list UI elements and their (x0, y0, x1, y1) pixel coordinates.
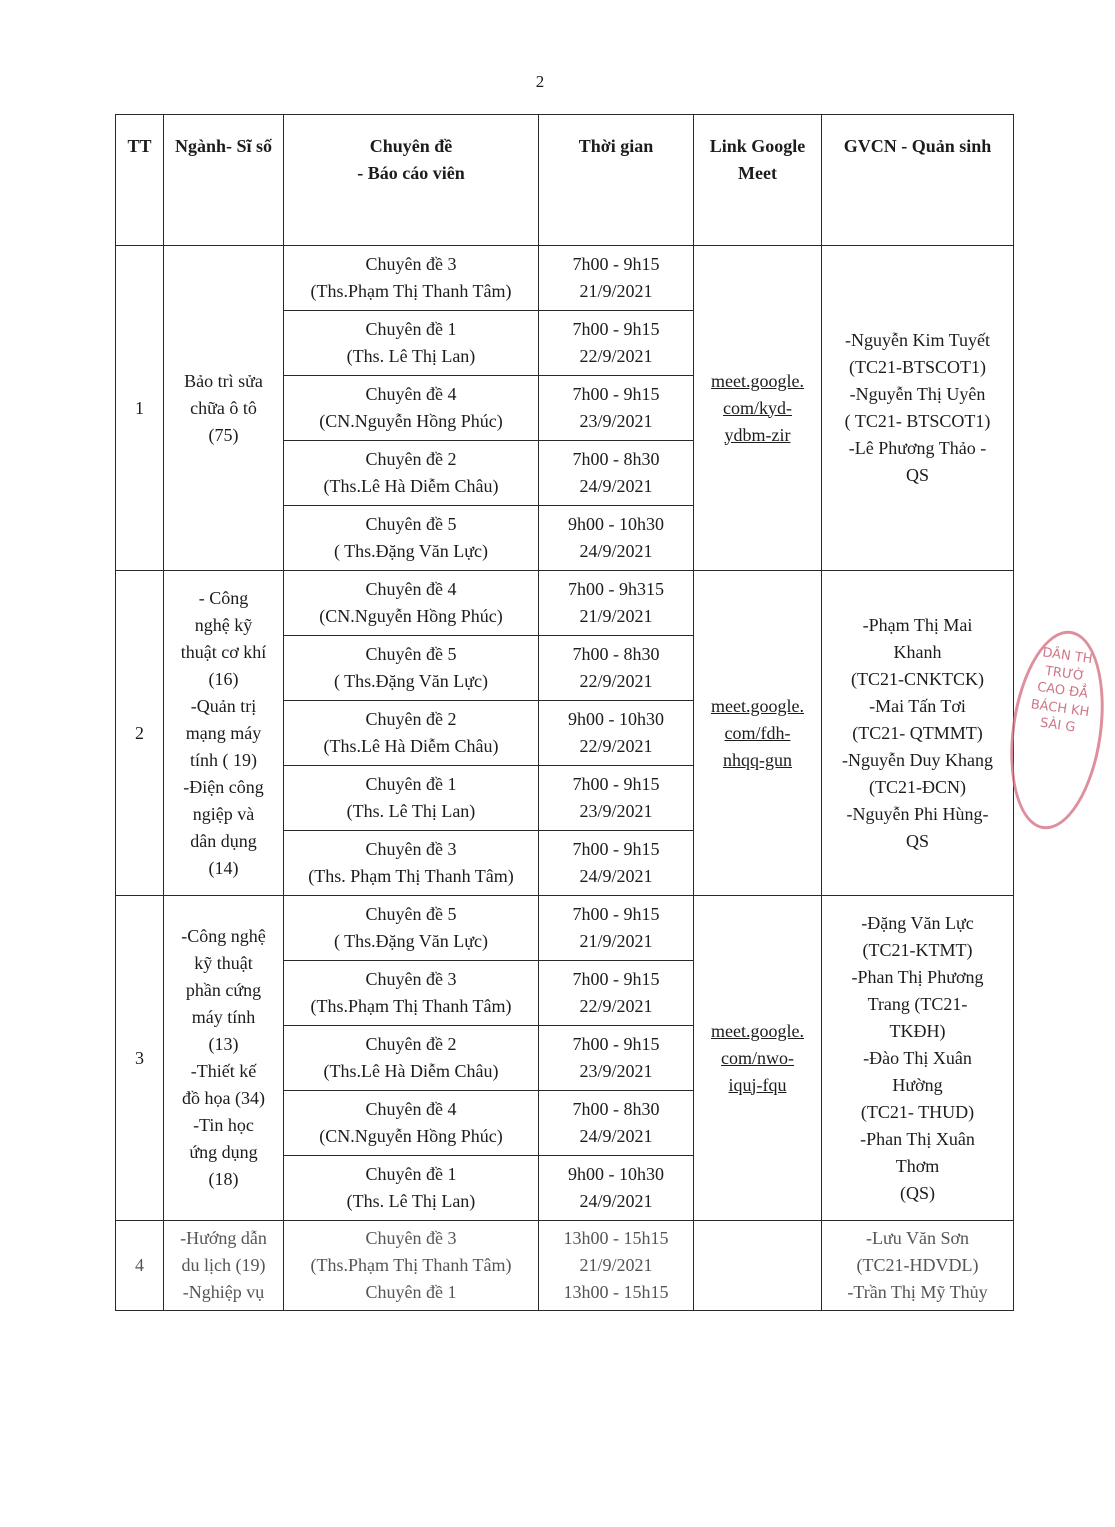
table-row (116, 896, 1014, 961)
gvcn-line: -Lưu Văn Sơn (866, 1228, 969, 1248)
session-date: 22/9/2021 (579, 671, 653, 691)
session-time: 9h00 - 10h30 (568, 514, 664, 534)
major-line: mạng máy (185, 722, 262, 743)
table-row (116, 246, 1014, 311)
session-time: 7h00 - 9h15 (572, 839, 660, 859)
time-cell (539, 831, 694, 896)
stamp-text: SÀI G (1039, 715, 1077, 736)
session-time: 7h00 - 8h30 (572, 644, 660, 664)
time-cell (539, 441, 694, 506)
topic-title: Chuyên đề 1 (365, 774, 457, 794)
topic-title: Chuyên đề 3 (365, 969, 457, 989)
time-cell (539, 636, 694, 701)
gvcn-cell (822, 896, 1014, 1221)
time-cell (539, 766, 694, 831)
meet-link-cell (694, 246, 822, 571)
group-number: 4 (116, 1221, 164, 1311)
gvcn-line: (TC21-BTSCOT1) (849, 357, 986, 377)
session-date: 24/9/2021 (579, 476, 653, 496)
topic-speaker: (Ths.Lê Hà Diễm Châu) (323, 1061, 499, 1081)
topic-title: Chuyên đề 5 (365, 514, 457, 534)
major-line: -Nghiệp vụ (182, 1282, 265, 1302)
time-cell (539, 376, 694, 441)
topic-speaker: (CN.Nguyễn Hồng Phúc) (319, 1126, 503, 1146)
topic-title: Chuyên đề 3 (365, 839, 457, 859)
session-date: 21/9/2021 (579, 606, 653, 626)
gvcn-line: (TC21-ĐCN) (869, 776, 966, 797)
session-time: 7h00 - 9h315 (568, 579, 664, 599)
major-line: tính ( 19) (190, 749, 257, 770)
header-tt: TT (116, 115, 164, 246)
topic-speaker: ( Ths.Đặng Văn Lực) (333, 931, 489, 951)
gvcn-cell (822, 1221, 1014, 1311)
group-number: 3 (116, 896, 164, 1221)
topic-title: Chuyên đề 4 (365, 384, 457, 404)
major-line: nghệ kỹ (194, 614, 253, 635)
topic-cell (284, 441, 539, 506)
gvcn-line: QS (905, 830, 929, 851)
major-line: ngiệp và (192, 803, 255, 824)
session-time: 7h00 - 9h15 (572, 319, 660, 339)
gvcn-line: -Phan Thị Xuân (860, 1128, 975, 1149)
gvcn-line: -Đặng Văn Lực (861, 912, 974, 933)
meet-link-line: com/fdh- (724, 722, 791, 743)
session-time: 7h00 - 9h15 (572, 774, 660, 794)
topic-line: Chuyên đề 1 (365, 1282, 457, 1302)
gvcn-line: (TC21-CNKTCK) (851, 668, 984, 689)
major-cell (164, 896, 284, 1221)
stamp-text: TRƯỜ (1044, 663, 1086, 684)
topic-cell (284, 311, 539, 376)
gvcn-line: QS (905, 465, 929, 485)
meet-link[interactable] (698, 1018, 817, 1099)
stamp-text: BÁCH KH (1029, 696, 1091, 720)
major-line: Bảo trì sửa (184, 370, 263, 391)
gvcn-line: Khanh (893, 641, 942, 662)
session-time: 7h00 - 9h15 (572, 969, 660, 989)
table-row-partial (116, 1221, 1014, 1311)
major-line: (75) (208, 424, 239, 445)
header-topic (284, 115, 539, 246)
session-date: 22/9/2021 (579, 346, 653, 366)
topic-speaker: (Ths. Lê Thị Lan) (346, 1191, 476, 1211)
session-time: 7h00 - 9h15 (572, 384, 660, 404)
major-line: -Điện công (183, 776, 264, 797)
meet-link-line: ydbm-zir (724, 424, 791, 445)
topic-speaker: ( Ths.Đặng Văn Lực) (333, 671, 489, 691)
gvcn-line: (TC21- QTMMT) (852, 722, 983, 743)
gvcn-line: (QS) (900, 1182, 935, 1203)
session-date: 23/9/2021 (579, 801, 653, 821)
time-cell (539, 506, 694, 571)
major-line: (13) (208, 1034, 239, 1054)
major-line: -Hướng dẫn (180, 1228, 267, 1248)
meet-link-line: nhqq-gun (723, 749, 792, 770)
time-cell (539, 246, 694, 311)
topic-cell (284, 571, 539, 636)
topic-cell (284, 506, 539, 571)
major-line: du lịch (19) (181, 1255, 266, 1275)
major-line: chữa ô tô (190, 397, 257, 418)
header-time: Thời gian (539, 115, 694, 246)
meet-link-line: meet.google. (711, 1020, 804, 1041)
session-time: 7h00 - 8h30 (572, 449, 660, 469)
topic-title: Chuyên đề 5 (365, 644, 457, 664)
topic-cell (284, 1026, 539, 1091)
gvcn-line: -Mai Tấn Tơi (869, 695, 966, 716)
gvcn-line: -Nguyễn Kim Tuyết (844, 330, 990, 350)
stamp-text: CAO ĐẲ (1036, 679, 1089, 702)
topic-speaker: (Ths.Lê Hà Diễm Châu) (323, 736, 499, 756)
topic-line: Chuyên đề 3 (365, 1228, 457, 1248)
topic-cell (284, 701, 539, 766)
gvcn-line: -Nguyễn Duy Khang (842, 749, 993, 770)
major-line: -Công nghệ (181, 926, 266, 946)
major-line: thuật cơ khí (180, 641, 267, 662)
gvcn-line: (TC21-HDVDL) (856, 1255, 979, 1275)
time-cell (539, 571, 694, 636)
gvcn-line: (TC21- THUD) (860, 1101, 975, 1122)
major-line: dân dụng (190, 830, 257, 851)
topic-speaker: (Ths. Phạm Thị Thanh Tâm) (308, 866, 514, 886)
header-gvcn: GVCN - Quản sinh (822, 115, 1014, 246)
gvcn-line: ( TC21- BTSCOT1) (844, 411, 991, 431)
major-line: (16) (208, 668, 239, 689)
major-line: đồ họa (34) (182, 1088, 265, 1108)
gvcn-line: -Trần Thị Mỹ Thủy (847, 1282, 988, 1302)
topic-speaker: (CN.Nguyễn Hồng Phúc) (319, 606, 503, 626)
topic-speaker: (CN.Nguyễn Hồng Phúc) (319, 411, 503, 431)
time-cell (539, 961, 694, 1026)
session-date: 24/9/2021 (579, 1191, 653, 1211)
topic-cell (284, 1156, 539, 1221)
meet-link-line: com/nwo- (721, 1047, 794, 1068)
topic-cell (284, 766, 539, 831)
session-time: 7h00 - 9h15 (572, 904, 660, 924)
group-number: 1 (116, 246, 164, 571)
meet-link-cell (694, 571, 822, 896)
time-cell (539, 1091, 694, 1156)
gvcn-line: -Phạm Thị Mai (862, 614, 973, 635)
major-line: kỹ thuật (194, 953, 253, 973)
header-major: Ngành- Sĩ số (164, 115, 284, 246)
topic-speaker: (Ths. Lê Thị Lan) (346, 346, 476, 366)
topic-speaker: (Ths.Lê Hà Diễm Châu) (323, 476, 499, 496)
topic-speaker: ( Ths.Đặng Văn Lực) (333, 541, 489, 561)
session-date: 24/9/2021 (579, 1126, 653, 1146)
topic-cell (284, 961, 539, 1026)
time-cell (539, 701, 694, 766)
major-line: -Tin học (193, 1115, 254, 1135)
major-cell (164, 571, 284, 896)
session-date: 23/9/2021 (579, 1061, 653, 1081)
topic-cell (284, 636, 539, 701)
topic-cell (284, 831, 539, 896)
meet-link[interactable] (698, 693, 817, 774)
gvcn-line: Trang (TC21- (867, 993, 968, 1014)
major-cell (164, 246, 284, 571)
time-line: 13h00 - 15h15 (563, 1228, 669, 1248)
gvcn-cell (822, 246, 1014, 571)
major-line: ứng dụng (189, 1142, 258, 1162)
header-topic-line: - Báo cáo viên (357, 163, 465, 183)
major-line: - Công (198, 587, 249, 608)
meet-link-line: iquj-fqu (728, 1074, 787, 1095)
gvcn-line: -Nguyễn Thị Uyên (849, 384, 986, 404)
session-date: 21/9/2021 (579, 281, 653, 301)
topic-line: (Ths.Phạm Thị Thanh Tâm) (310, 1255, 512, 1275)
gvcn-line: Thơm (895, 1155, 940, 1176)
topic-cell (284, 376, 539, 441)
time-cell (539, 1026, 694, 1091)
header-row (116, 115, 1014, 246)
session-time: 7h00 - 8h30 (572, 1099, 660, 1119)
meet-link-line: com/kyd- (723, 397, 792, 418)
session-date: 22/9/2021 (579, 996, 653, 1016)
gvcn-line: -Đào Thị Xuân (863, 1047, 972, 1068)
meet-link[interactable] (698, 368, 817, 449)
topic-title: Chuyên đề 1 (365, 319, 457, 339)
time-cell (539, 1156, 694, 1221)
time-line: 21/9/2021 (579, 1255, 653, 1275)
topic-cell (284, 1091, 539, 1156)
stamp-text: DÂN TH (1041, 645, 1094, 668)
session-time: 9h00 - 10h30 (568, 709, 664, 729)
gvcn-line: -Lê Phương Thảo - (848, 438, 987, 458)
time-cell (539, 1221, 694, 1311)
session-date: 22/9/2021 (579, 736, 653, 756)
topic-cell (284, 896, 539, 961)
school-stamp (999, 625, 1115, 836)
major-line: (14) (208, 857, 239, 878)
session-time: 9h00 - 10h30 (568, 1164, 664, 1184)
session-date: 24/9/2021 (579, 541, 653, 561)
gvcn-line: (TC21-KTMT) (862, 939, 973, 960)
topic-title: Chuyên đề 5 (365, 904, 457, 924)
gvcn-line: Hường (892, 1074, 943, 1095)
gvcn-line: TKĐH) (889, 1020, 946, 1041)
schedule-body (116, 246, 1014, 1311)
topic-speaker: (Ths.Phạm Thị Thanh Tâm) (310, 281, 512, 301)
topic-title: Chuyên đề 2 (365, 1034, 457, 1054)
session-date: 23/9/2021 (579, 411, 653, 431)
session-time: 7h00 - 9h15 (572, 254, 660, 274)
group-number: 2 (116, 571, 164, 896)
topic-speaker: (Ths. Lê Thị Lan) (346, 801, 476, 821)
topic-title: Chuyên đề 2 (365, 449, 457, 469)
meet-link-line: meet.google. (711, 695, 804, 716)
topic-title: Chuyên đề 4 (365, 579, 457, 599)
topic-title: Chuyên đề 4 (365, 1099, 457, 1119)
major-line: máy tính (191, 1007, 256, 1027)
schedule-table (115, 114, 1014, 1311)
gvcn-cell (822, 571, 1014, 896)
gvcn-line: -Nguyễn Phi Hùng- (846, 803, 989, 824)
major-line: -Thiết kế (190, 1061, 257, 1081)
time-cell (539, 896, 694, 961)
meet-link-line: meet.google. (711, 370, 804, 391)
topic-title: Chuyên đề 2 (365, 709, 457, 729)
meet-link-cell (694, 1221, 822, 1311)
header-topic-line: Chuyên đề (369, 136, 453, 156)
gvcn-line: -Phan Thị Phương (851, 966, 984, 987)
table-row (116, 571, 1014, 636)
topic-cell (284, 246, 539, 311)
session-date: 21/9/2021 (579, 931, 653, 951)
topic-title: Chuyên đề 3 (365, 254, 457, 274)
major-line: -Quản trị (190, 695, 257, 716)
header-link: Link Google Meet (694, 115, 822, 246)
major-line: phần cứng (185, 980, 262, 1000)
topic-title: Chuyên đề 1 (365, 1164, 457, 1184)
time-cell (539, 311, 694, 376)
major-line: (18) (208, 1169, 239, 1189)
topic-speaker: (Ths.Phạm Thị Thanh Tâm) (310, 996, 512, 1016)
page-number: 2 (535, 72, 545, 91)
time-line: 13h00 - 15h15 (563, 1282, 669, 1302)
session-date: 24/9/2021 (579, 866, 653, 886)
major-cell (164, 1221, 284, 1311)
topic-cell (284, 1221, 539, 1311)
meet-link-cell (694, 896, 822, 1221)
session-time: 7h00 - 9h15 (572, 1034, 660, 1054)
